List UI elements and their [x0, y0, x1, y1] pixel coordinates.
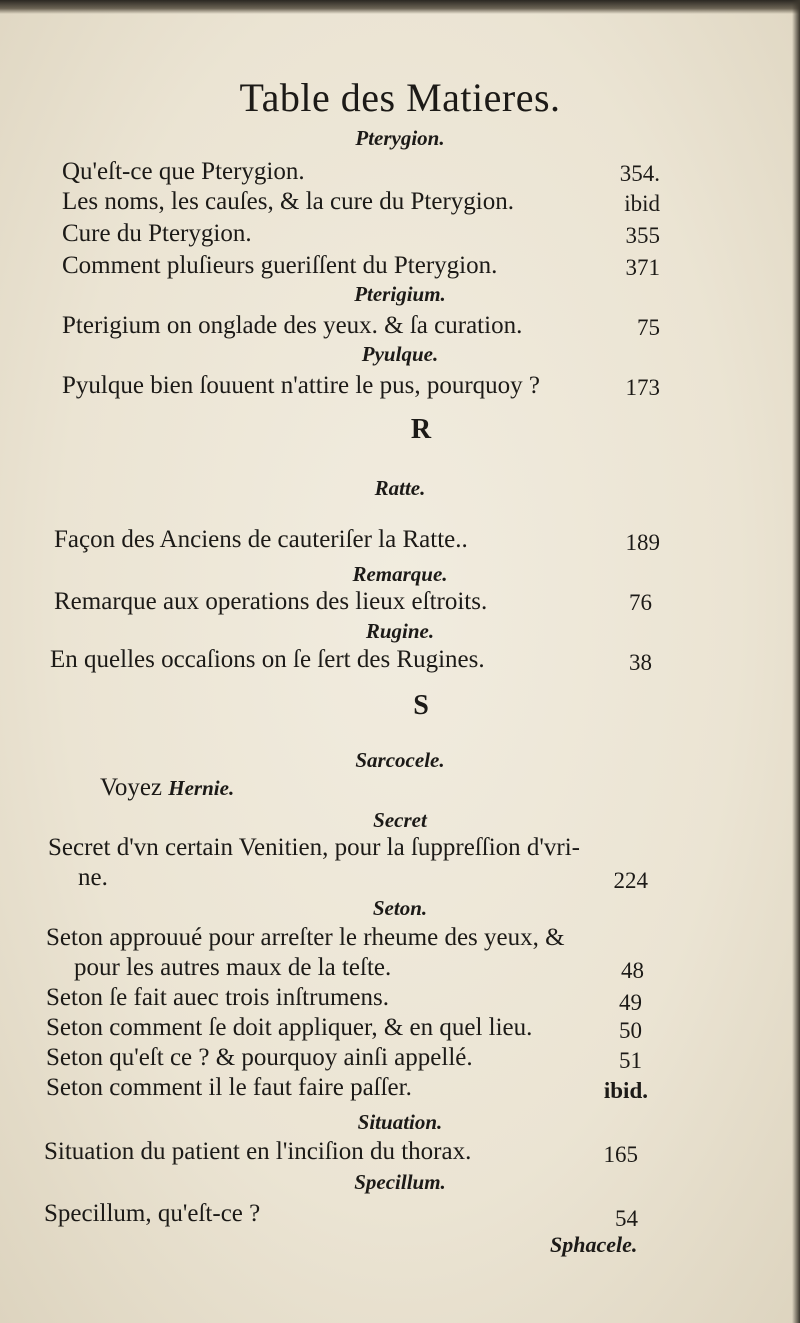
- alphabet-letter-s: S: [413, 690, 429, 721]
- entry-page: 49: [619, 990, 642, 1015]
- entry-text: Seton qu'eſt ce ? & pourquoy ainſi appellé.: [46, 1044, 473, 1071]
- entry-text: Pterigium on onglade des yeux. & ſa curation.: [62, 312, 523, 339]
- entry-page: 38: [629, 650, 652, 675]
- section-heading-ratte: Ratte.: [374, 476, 426, 500]
- entry-page: 75: [637, 315, 660, 340]
- entry-page: 355: [625, 223, 660, 248]
- entry-page: 371: [625, 255, 660, 280]
- entry-page: 189: [625, 530, 660, 555]
- entry-text: Comment pluſieurs gueriſſent du Pterygion.: [62, 252, 498, 279]
- entry-text: Specillum, qu'eſt-ce ?: [44, 1200, 261, 1227]
- entry-text: Seton approuué pour arreſter le rheume des yeux, &: [46, 924, 565, 951]
- alphabet-letter-r: R: [410, 414, 432, 445]
- entry-text: Qu'eſt-ce que Pterygion.: [62, 158, 305, 185]
- entry-text: Remarque aux operations des lieux eſtroits.: [54, 588, 488, 615]
- entry-page: 224: [613, 868, 648, 893]
- entry-page: 165: [603, 1142, 638, 1167]
- section-heading-sarcocele: Sarcocele.: [355, 748, 445, 772]
- entry-text: Pyulque bien ſouuent n'attire le pus, pourquoy ?: [62, 372, 541, 399]
- section-heading-seton: Seton.: [372, 896, 428, 920]
- entry-page: 51: [619, 1048, 642, 1073]
- entry-page: 48: [621, 958, 644, 983]
- entry-page: ibid: [624, 191, 660, 216]
- section-heading-rugine: Rugine.: [365, 619, 435, 643]
- entry-text: Situation du patient en l'inciſion du thorax.: [44, 1138, 472, 1165]
- section-heading-secret: Secret: [373, 808, 427, 832]
- section-heading-pyulque: Pyulque.: [361, 342, 439, 366]
- entry-text: Façon des Anciens de cauteriſer la Ratte..: [54, 526, 468, 553]
- entry-page: 50: [619, 1018, 642, 1043]
- see-also-reference: Hernie.: [168, 776, 235, 800]
- entry-page: 173: [625, 375, 660, 400]
- entry-page: ibid.: [603, 1078, 648, 1103]
- entry-continuation: pour les autres maux de la teſte.: [74, 954, 392, 981]
- see-also-label: Voyez: [100, 774, 163, 801]
- section-heading-remarque: Remarque.: [352, 562, 448, 586]
- entry-page: 354.: [619, 161, 660, 186]
- entry-text: En quelles occaſions on ſe ſert des Rugines.: [50, 646, 485, 673]
- entry-page: 76: [629, 590, 652, 615]
- section-heading-pterygion: Pterygion.: [355, 126, 445, 150]
- entry-text: Cure du Pterygion.: [62, 220, 252, 247]
- section-heading-specillum: Specillum.: [354, 1170, 446, 1194]
- catchword: Sphacele.: [550, 1232, 638, 1257]
- section-heading-situation: Situation.: [357, 1110, 443, 1134]
- entry-continuation: ne.: [78, 864, 108, 891]
- entry-text: Seton comment ſe doit appliquer, & en quel lieu.: [46, 1014, 533, 1041]
- entry-text: [100, 774, 234, 802]
- entry-text: Seton ſe fait auec trois inſtrumens.: [46, 984, 389, 1011]
- entry-text: Secret d'vn certain Venitien, pour la ſuppreſſion d'vri-: [48, 834, 581, 861]
- entry-page: 54: [615, 1206, 638, 1231]
- page-top-edge: [0, 0, 800, 14]
- entry-text: Seton comment il le faut faire paſſer.: [46, 1074, 412, 1101]
- page-title: Table des Matieres.: [239, 75, 561, 120]
- section-heading-pterigium: Pterigium.: [354, 282, 446, 306]
- entry-text: Les noms, les cauſes, & la cure du Pterygion.: [62, 188, 514, 215]
